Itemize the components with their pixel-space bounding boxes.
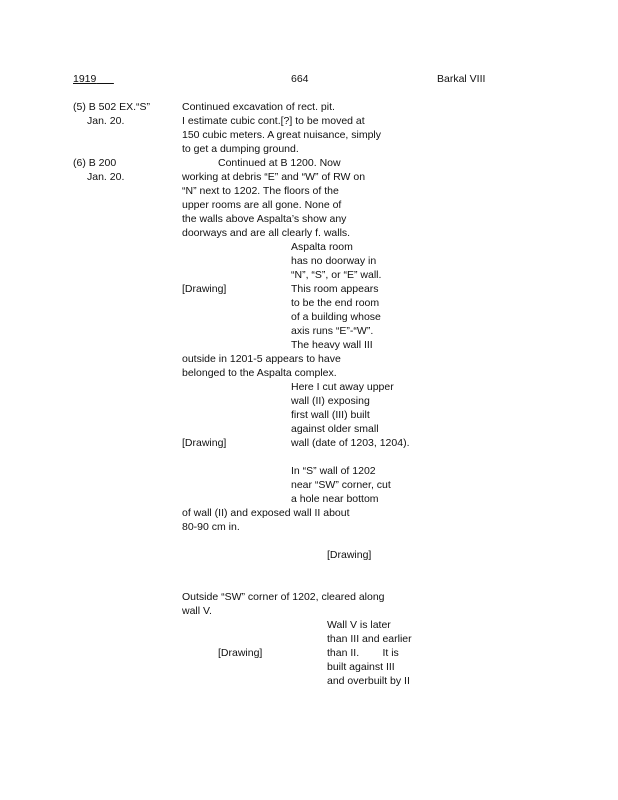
aspalta-line-4: This room appears — [291, 283, 379, 295]
entry-5-line-1: Continued excavation of rect. pit. — [182, 101, 335, 113]
drawing-placeholder-1: [Drawing] — [182, 283, 227, 295]
entry-6-line-1: Continued at B 1200. Now — [218, 157, 341, 169]
sw-corner-line-1: Outside “SW” corner of 1202, cleared along — [182, 591, 385, 603]
aspalta-line-5: to be the end room — [291, 297, 380, 309]
aspalta-line-3: “N”, “S”, or “E” wall. — [291, 269, 382, 281]
aspalta-line-8: The heavy wall III — [291, 339, 373, 351]
wall-v-line-3: than II. It is — [327, 647, 399, 659]
upper-wall-line-3: first wall (III) built — [291, 409, 370, 421]
sw-corner-line-2: wall V. — [182, 605, 212, 617]
s-wall-line-3: a hole near bottom — [291, 493, 379, 505]
wall-v-line-4: built against III — [327, 661, 395, 673]
outside-line-2: belonged to the Aspalta complex. — [182, 367, 337, 379]
drawing-placeholder-3: [Drawing] — [327, 549, 372, 561]
aspalta-line-7: axis runs “E”-“W”. — [291, 325, 374, 337]
page-title: Barkal VIII — [437, 73, 486, 85]
entry-6-label: (6) B 200 — [73, 157, 117, 169]
upper-wall-line-1: Here I cut away upper — [291, 381, 394, 393]
drawing-placeholder-4: [Drawing] — [218, 647, 263, 659]
wall-v-line-2: than III and earlier — [327, 633, 412, 645]
page-number: 664 — [291, 73, 309, 85]
wall-ii-line-2: 80-90 cm in. — [182, 521, 240, 533]
entry-6-line-4: upper rooms are all gone. None of — [182, 199, 342, 211]
outside-line-1: outside in 1201-5 appears to have — [182, 353, 341, 365]
entry-6-line-3: “N” next to 1202. The floors of the — [182, 185, 339, 197]
s-wall-line-2: near “SW” corner, cut — [291, 479, 391, 491]
entry-6-line-6: doorways and are all clearly f. walls. — [182, 227, 351, 239]
entry-5-line-2: I estimate cubic cont.[?] to be moved at — [182, 115, 365, 127]
aspalta-line-1: Aspalta room — [291, 241, 353, 253]
upper-wall-line-5: wall (date of 1203, 1204). — [291, 437, 410, 449]
entry-5-line-4: to get a dumping ground. — [182, 143, 299, 155]
upper-wall-line-4: against older small — [291, 423, 379, 435]
entry-6-line-2: working at debris “E” and “W” of RW on — [182, 171, 366, 183]
wall-ii-line-1: of wall (II) and exposed wall II about — [182, 507, 350, 519]
s-wall-line-1: In “S” wall of 1202 — [291, 465, 376, 477]
drawing-placeholder-2: [Drawing] — [182, 437, 227, 449]
entry-5-date: Jan. 20. — [87, 115, 125, 127]
entry-5-label: (5) B 502 EX.“S” — [73, 101, 151, 113]
entry-5-line-3: 150 cubic meters. A great nuisance, simply — [182, 129, 382, 141]
page-year: 1919 — [73, 73, 97, 85]
wall-v-line-5: and overbuilt by II — [327, 675, 410, 687]
entry-6-line-5: the walls above Aspalta’s show any — [182, 213, 347, 225]
aspalta-line-2: has no doorway in — [291, 255, 377, 267]
entry-6-date: Jan. 20. — [87, 171, 125, 183]
wall-v-line-1: Wall V is later — [327, 619, 391, 631]
aspalta-line-6: of a building whose — [291, 311, 381, 323]
upper-wall-line-2: wall (II) exposing — [291, 395, 370, 407]
